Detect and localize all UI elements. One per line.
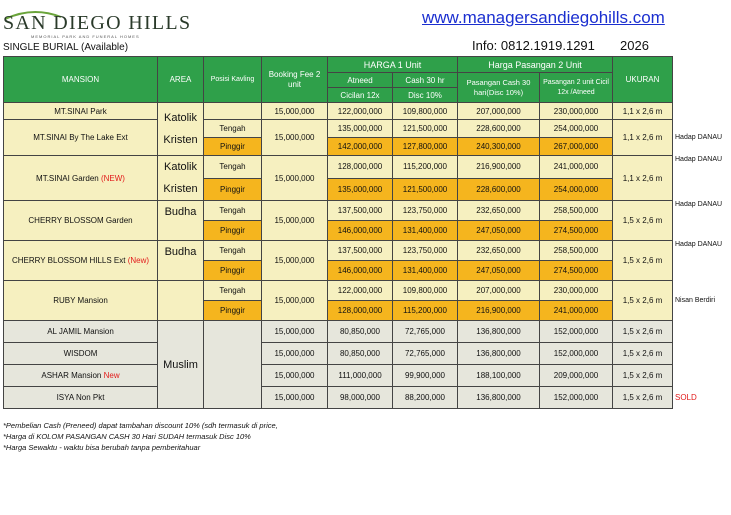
- pasangan-2unit-price: 267,000,000: [540, 138, 613, 156]
- atneed-price: 146,000,000: [328, 261, 393, 281]
- col-harga1: HARGA 1 Unit: [328, 57, 458, 73]
- year-label: 2026: [620, 38, 649, 53]
- table-row: [4, 321, 731, 343]
- footnotes: [3, 420, 278, 453]
- ukuran: 1,5 x 2,6 m: [613, 365, 673, 387]
- note: [673, 103, 731, 120]
- new-badge: (NEW): [100, 173, 125, 183]
- posisi-cell: Pinggir: [204, 138, 262, 156]
- col-area: AREA: [158, 57, 204, 103]
- table-row: [4, 343, 731, 365]
- booking-fee: 15,000,000: [262, 201, 328, 241]
- pasangan-cash-price: 216,900,000: [458, 156, 540, 179]
- pasangan-cash-price: 136,800,000: [458, 343, 540, 365]
- col-mansion: MANSION: [4, 57, 158, 103]
- sold-badge: SOLD: [675, 393, 697, 402]
- mansion-name: AL JAMIL Mansion: [4, 321, 158, 343]
- col-cash30: Cash 30 hr: [393, 73, 458, 88]
- table-row: [4, 120, 731, 138]
- cash-price: 123,750,000: [393, 241, 458, 261]
- contact-info: Info: 0812.1919.1291: [472, 38, 595, 53]
- pasangan-2unit-price: 152,000,000: [540, 343, 613, 365]
- booking-fee: 15,000,000: [262, 120, 328, 156]
- mansion-name: ASHAR Mansion New: [4, 365, 158, 387]
- footnote: *Harga di KOLOM PASANGAN CASH 30 Hari SUDAH termasuk Disc 10%: [3, 432, 251, 441]
- col-cicilan: Cicilan 12x: [328, 88, 393, 103]
- table-row: [4, 201, 731, 221]
- pasangan-2unit-price: 152,000,000: [540, 321, 613, 343]
- booking-fee: 15,000,000: [262, 281, 328, 321]
- cash-price: 115,200,000: [393, 156, 458, 179]
- cash-price: 131,400,000: [393, 261, 458, 281]
- atneed-price: 80,850,000: [328, 321, 393, 343]
- note: Hadap DANAU: [675, 200, 723, 208]
- table-row: [4, 281, 731, 301]
- table-row: [4, 387, 731, 409]
- ukuran: 1,5 x 2,6 m: [613, 201, 673, 241]
- atneed-price: 128,000,000: [328, 301, 393, 321]
- mansion-name: CHERRY BLOSSOM HILLS Ext (New): [4, 241, 158, 281]
- atneed-price: 146,000,000: [328, 221, 393, 241]
- cash-price: 99,900,000: [393, 365, 458, 387]
- cash-price: 123,750,000: [393, 201, 458, 221]
- ukuran: 1,5 x 2,6 m: [613, 321, 673, 343]
- footnote: *Harga Sewaktu - waktu bisa berubah tanpa pemberitahuar: [3, 443, 201, 452]
- booking-fee: 15,000,000: [262, 387, 328, 409]
- booking-fee: 15,000,000: [262, 321, 328, 343]
- booking-fee: 15,000,000: [262, 365, 328, 387]
- note: Hadap DANAU: [675, 155, 723, 163]
- atneed-price: 135,000,000: [328, 120, 393, 138]
- mansion-name: MT.SINAI Park: [4, 103, 158, 120]
- logo-text: SAN DIEGO HILLS: [3, 12, 192, 34]
- table-row: [4, 365, 731, 387]
- pasangan-cash-price: 247,050,000: [458, 221, 540, 241]
- pasangan-2unit-price: 274,500,000: [540, 221, 613, 241]
- pasangan-cash-price: 247,050,000: [458, 261, 540, 281]
- atneed-price: 137,500,000: [328, 201, 393, 221]
- cash-price: 131,400,000: [393, 221, 458, 241]
- footnote: *Pembelian Cash (Preneed) dapat tambahan discount 10% (sdh termasuk di price,: [3, 421, 278, 430]
- pasangan-2unit-price: 258,500,000: [540, 201, 613, 221]
- ukuran: 1,5 x 2,6 m: [613, 281, 673, 321]
- note: [673, 365, 731, 387]
- booking-fee: 15,000,000: [262, 103, 328, 120]
- pasangan-2unit-price: 209,000,000: [540, 365, 613, 387]
- posisi-cell: [204, 321, 262, 409]
- new-badge: New: [103, 371, 120, 380]
- area-budha: Budha: [158, 241, 204, 281]
- atneed-price: 128,000,000: [328, 156, 393, 179]
- ukuran: 1,1 x 2,6 m: [613, 156, 673, 201]
- col-harga2: Harga Pasangan 2 Unit: [458, 57, 613, 73]
- atneed-price: 111,000,000: [328, 365, 393, 387]
- area-katolik-kristen: Katolik Kristen: [158, 156, 204, 201]
- note: [673, 321, 731, 343]
- website-link[interactable]: www.managersandiegohills.com: [422, 8, 665, 27]
- ukuran: 1,5 x 2,6 m: [613, 241, 673, 281]
- note: [673, 343, 731, 365]
- cash-price: 121,500,000: [393, 120, 458, 138]
- atneed-price: 135,000,000: [328, 178, 393, 201]
- ukuran: 1,1 x 2,6 m: [613, 120, 673, 156]
- col-pasangan-2unit: Pasangan 2 unit Cicil 12x /Atneed: [540, 73, 613, 103]
- table-row: [4, 241, 731, 261]
- table-row: [4, 103, 731, 120]
- table-caption: SINGLE BURIAL (Available): [3, 42, 129, 53]
- pasangan-cash-price: 136,800,000: [458, 321, 540, 343]
- col-posisi: Posisi Kavling: [204, 57, 262, 103]
- pasangan-cash-price: 207,000,000: [458, 103, 540, 120]
- pasangan-cash-price: 240,300,000: [458, 138, 540, 156]
- cash-price: 72,765,000: [393, 343, 458, 365]
- cash-price: 115,200,000: [393, 301, 458, 321]
- col-pasangan-cash: Pasangan Cash 30 hari(Disc 10%): [458, 73, 540, 103]
- posisi-cell: Tengah: [204, 281, 262, 301]
- posisi-cell: Pinggir: [204, 221, 262, 241]
- col-note: [673, 57, 731, 103]
- posisi-cell: [204, 103, 262, 120]
- atneed-price: 137,500,000: [328, 241, 393, 261]
- atneed-price: 80,850,000: [328, 343, 393, 365]
- atneed-price: 122,000,000: [328, 281, 393, 301]
- col-booking: Booking Fee 2 unit: [262, 57, 328, 103]
- cash-price: 127,800,000: [393, 138, 458, 156]
- pasangan-2unit-price: 230,000,000: [540, 281, 613, 301]
- booking-fee: 15,000,000: [262, 156, 328, 201]
- atneed-price: 98,000,000: [328, 387, 393, 409]
- pasangan-2unit-price: 254,000,000: [540, 178, 613, 201]
- mansion-name: CHERRY BLOSSOM Garden: [4, 201, 158, 241]
- pasangan-2unit-price: 241,000,000: [540, 156, 613, 179]
- pasangan-2unit-price: 152,000,000: [540, 387, 613, 409]
- ukuran: 1,5 x 2,6 m: [613, 387, 673, 409]
- area-katolik-kristen: Katolik Kristen: [158, 103, 204, 156]
- pasangan-cash-price: 136,800,000: [458, 387, 540, 409]
- table-row: [4, 156, 731, 179]
- mansion-name: RUBY Mansion: [4, 281, 158, 321]
- pasangan-cash-price: 216,900,000: [458, 301, 540, 321]
- booking-fee: 15,000,000: [262, 241, 328, 281]
- ukuran: 1,5 x 2,6 m: [613, 343, 673, 365]
- mansion-name: WISDOM: [4, 343, 158, 365]
- area-muslim: Muslim: [158, 321, 204, 409]
- cash-price: 109,800,000: [393, 281, 458, 301]
- booking-fee: 15,000,000: [262, 343, 328, 365]
- pasangan-cash-price: 232,650,000: [458, 241, 540, 261]
- atneed-price: 142,000,000: [328, 138, 393, 156]
- cash-price: 121,500,000: [393, 178, 458, 201]
- posisi-cell: Pinggir: [204, 261, 262, 281]
- pasangan-cash-price: 232,650,000: [458, 201, 540, 221]
- cash-price: 88,200,000: [393, 387, 458, 409]
- col-disc10: Disc 10%: [393, 88, 458, 103]
- col-ukuran: UKURAN: [613, 57, 673, 103]
- pasangan-2unit-price: 274,500,000: [540, 261, 613, 281]
- posisi-cell: Tengah: [204, 156, 262, 179]
- pasangan-cash-price: 228,600,000: [458, 178, 540, 201]
- mansion-name: ISYA Non Pkt: [4, 387, 158, 409]
- pasangan-2unit-price: 258,500,000: [540, 241, 613, 261]
- note: Hadap DANAU: [675, 240, 723, 248]
- pasangan-2unit-price: 230,000,000: [540, 103, 613, 120]
- pasangan-2unit-price: 254,000,000: [540, 120, 613, 138]
- logo-subtitle: MEMORIAL PARK AND FUNERAL HOMES: [31, 34, 140, 39]
- area-cell: [158, 281, 204, 321]
- pasangan-cash-price: 188,100,000: [458, 365, 540, 387]
- col-atneed: Atneed: [328, 73, 393, 88]
- posisi-cell: Pinggir: [204, 301, 262, 321]
- posisi-cell: Tengah: [204, 120, 262, 138]
- posisi-cell: Tengah: [204, 201, 262, 221]
- note: Hadap DANAU: [675, 134, 723, 141]
- cash-price: 72,765,000: [393, 321, 458, 343]
- area-budha: Budha: [158, 201, 204, 241]
- pasangan-cash-price: 228,600,000: [458, 120, 540, 138]
- mansion-name: MT.SINAI By The Lake Ext: [4, 120, 158, 156]
- logo: [3, 12, 192, 44]
- note: Nisan Berdiri: [675, 297, 716, 304]
- posisi-cell: Pinggir: [204, 178, 262, 201]
- cash-price: 109,800,000: [393, 103, 458, 120]
- atneed-price: 122,000,000: [328, 103, 393, 120]
- ukuran: 1,1 x 2,6 m: [613, 103, 673, 120]
- new-badge: (New): [127, 256, 150, 265]
- posisi-cell: Tengah: [204, 241, 262, 261]
- pasangan-2unit-price: 241,000,000: [540, 301, 613, 321]
- mansion-name: MT.SINAI Garden (NEW): [4, 156, 158, 201]
- pasangan-cash-price: 207,000,000: [458, 281, 540, 301]
- price-table: [3, 56, 731, 409]
